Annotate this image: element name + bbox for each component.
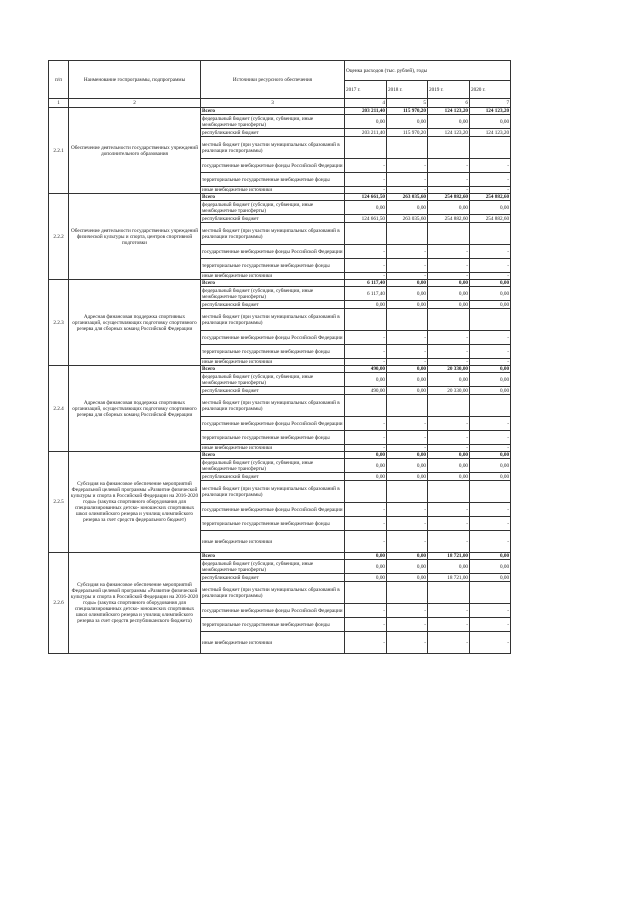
funding-source: территориальные государственные внебюджетные фонды bbox=[201, 345, 345, 359]
section-number: 2.2.6 bbox=[49, 553, 69, 654]
table-row bbox=[49, 366, 511, 373]
amount-cell: 18 721,00 bbox=[428, 553, 470, 560]
amount-cell bbox=[345, 395, 387, 417]
amount-cell: 0,00 bbox=[387, 553, 428, 560]
amount-cell: 0,00 bbox=[428, 473, 470, 481]
section-name: Обеспечение деятельности государственных учреждений физической культуры и спорта, центров спортивной подготовки bbox=[69, 194, 201, 280]
amount-cell: 124 123,20 bbox=[428, 129, 470, 137]
amount-cell: - bbox=[345, 431, 387, 445]
funding-source: государственные внебюджетные фонды Российской Федерации bbox=[201, 417, 345, 431]
amount-cell: - bbox=[345, 345, 387, 359]
amount-cell: 0,00 bbox=[387, 574, 428, 582]
amount-cell: - bbox=[470, 273, 511, 280]
table-row bbox=[49, 280, 511, 287]
amount-cell: - bbox=[387, 632, 428, 654]
amount-cell: - bbox=[387, 159, 428, 173]
header-year: 2018 г. bbox=[387, 81, 428, 99]
amount-cell: 254 882,60 bbox=[428, 215, 470, 223]
amount-cell: 0,00 bbox=[345, 574, 387, 582]
amount-cell: 0,00 bbox=[470, 366, 511, 373]
funding-source: республиканский бюджет bbox=[201, 301, 345, 309]
section-number: 2.2.2 bbox=[49, 194, 69, 280]
table-row bbox=[49, 452, 511, 459]
amount-cell: - bbox=[428, 159, 470, 173]
amount-cell: - bbox=[428, 618, 470, 632]
amount-cell: - bbox=[345, 632, 387, 654]
amount-cell bbox=[387, 223, 428, 245]
amount-cell: - bbox=[387, 345, 428, 359]
funding-source: иные внебюджетные источники bbox=[201, 445, 345, 452]
header-estimate: Оценка расходов (тыс. рублей), годы bbox=[345, 61, 511, 81]
amount-cell bbox=[470, 137, 511, 159]
amount-cell: 203 211,40 bbox=[345, 108, 387, 115]
funding-source: местный бюджет (при участии муниципальных образований в реализации госпрограммы) bbox=[201, 137, 345, 159]
amount-cell bbox=[470, 481, 511, 503]
amount-cell bbox=[470, 582, 511, 604]
amount-cell: 0,00 bbox=[387, 560, 428, 574]
amount-cell: 0,00 bbox=[428, 115, 470, 129]
amount-cell bbox=[387, 582, 428, 604]
section-number: 2.2.5 bbox=[49, 452, 69, 553]
table-row bbox=[49, 108, 511, 115]
amount-cell: - bbox=[345, 531, 387, 553]
index-cell: 6 bbox=[428, 99, 470, 108]
amount-cell: - bbox=[345, 187, 387, 194]
amount-cell: - bbox=[470, 517, 511, 531]
amount-cell bbox=[428, 223, 470, 245]
amount-cell: 124 661,50 bbox=[345, 215, 387, 223]
amount-cell: - bbox=[428, 245, 470, 259]
amount-cell: 0,00 bbox=[345, 301, 387, 309]
amount-cell: - bbox=[387, 417, 428, 431]
funding-source: Всего bbox=[201, 452, 345, 459]
section-number: 2.2.4 bbox=[49, 366, 69, 452]
amount-cell: 0,00 bbox=[387, 373, 428, 387]
section-name: Субсидия на финансовое обеспечение мероприятий Федеральной целевой программы «Развитие физической культуры и спорта в Российской Федерации на 2016-2020 годы» (закупка спортивного оборудования для специализированных детско- юношеских спортивных школ олимпийского резерва и училищ олимпийского резерва за счет средств республиканского бюджета) bbox=[69, 553, 201, 654]
amount-cell: 20 330,00 bbox=[428, 387, 470, 395]
amount-cell: - bbox=[470, 345, 511, 359]
amount-cell: 0,00 bbox=[470, 373, 511, 387]
amount-cell: - bbox=[387, 273, 428, 280]
amount-cell: - bbox=[470, 331, 511, 345]
amount-cell: 0,00 bbox=[470, 473, 511, 481]
amount-cell: - bbox=[428, 331, 470, 345]
amount-cell bbox=[387, 481, 428, 503]
amount-cell bbox=[428, 582, 470, 604]
amount-cell: - bbox=[345, 618, 387, 632]
amount-cell: - bbox=[470, 259, 511, 273]
amount-cell: 124 123,20 bbox=[470, 129, 511, 137]
section-number: 2.2.1 bbox=[49, 108, 69, 194]
amount-cell: 0,00 bbox=[387, 115, 428, 129]
amount-cell: - bbox=[428, 632, 470, 654]
funding-source: республиканский бюджет bbox=[201, 215, 345, 223]
funding-source: Всего bbox=[201, 553, 345, 560]
amount-cell: - bbox=[387, 259, 428, 273]
amount-cell bbox=[428, 309, 470, 331]
amount-cell: - bbox=[345, 417, 387, 431]
funding-source: местный бюджет (при участии муниципальных образований в реализации госпрограммы) bbox=[201, 309, 345, 331]
funding-source: государственные внебюджетные фонды Российской Федерации bbox=[201, 331, 345, 345]
index-cell: 1 bbox=[49, 99, 69, 108]
amount-cell: 0,00 bbox=[387, 280, 428, 287]
amount-cell: 20 330,00 bbox=[428, 366, 470, 373]
amount-cell: 0,00 bbox=[387, 473, 428, 481]
amount-cell: 263 035,60 bbox=[387, 194, 428, 201]
funding-source: федеральный бюджет (субсидии, субвенции, иные межбюджетные трансферты) bbox=[201, 373, 345, 387]
amount-cell: - bbox=[428, 359, 470, 366]
amount-cell bbox=[345, 223, 387, 245]
header-year: 2019 г. bbox=[428, 81, 470, 99]
amount-cell: 0,00 bbox=[470, 459, 511, 473]
funding-source: местный бюджет (при участии муниципальных образований в реализации госпрограммы) bbox=[201, 582, 345, 604]
amount-cell bbox=[345, 582, 387, 604]
section-name: Адресная финансовая поддержка спортивных организаций, осуществляющих подготовку спортивного резерва для сборных команд Российской Федерации bbox=[69, 280, 201, 366]
amount-cell: 263 035,60 bbox=[387, 215, 428, 223]
index-cell: 3 bbox=[201, 99, 345, 108]
amount-cell: 6 117,40 bbox=[345, 280, 387, 287]
amount-cell: - bbox=[345, 359, 387, 366]
amount-cell: 0,00 bbox=[387, 387, 428, 395]
amount-cell: - bbox=[470, 417, 511, 431]
funding-source: государственные внебюджетные фонды Российской Федерации bbox=[201, 159, 345, 173]
amount-cell: - bbox=[345, 331, 387, 345]
funding-source: иные внебюджетные источники bbox=[201, 359, 345, 366]
amount-cell: - bbox=[387, 431, 428, 445]
index-cell: 2 bbox=[69, 99, 201, 108]
amount-cell: - bbox=[470, 173, 511, 187]
funding-source: федеральный бюджет (субсидии, субвенции, иные межбюджетные трансферты) bbox=[201, 115, 345, 129]
amount-cell: - bbox=[387, 173, 428, 187]
funding-source: территориальные государственные внебюджетные фонды bbox=[201, 431, 345, 445]
amount-cell: 124 123,20 bbox=[470, 108, 511, 115]
amount-cell: 0,00 bbox=[345, 452, 387, 459]
amount-cell: 0,00 bbox=[345, 373, 387, 387]
amount-cell: - bbox=[387, 517, 428, 531]
amount-cell bbox=[428, 395, 470, 417]
amount-cell bbox=[470, 395, 511, 417]
amount-cell: 203 211,40 bbox=[345, 129, 387, 137]
amount-cell: 6 117,40 bbox=[345, 287, 387, 301]
amount-cell: - bbox=[428, 173, 470, 187]
amount-cell: - bbox=[345, 173, 387, 187]
amount-cell: 0,00 bbox=[470, 387, 511, 395]
amount-cell: 0,00 bbox=[470, 301, 511, 309]
amount-cell: - bbox=[428, 503, 470, 517]
amount-cell: 0,00 bbox=[470, 452, 511, 459]
funding-source: федеральный бюджет (субсидии, субвенции, иные межбюджетные трансферты) bbox=[201, 560, 345, 574]
amount-cell: - bbox=[345, 273, 387, 280]
amount-cell: 124 661,50 bbox=[345, 194, 387, 201]
section-name: Адресная финансовая поддержка спортивных организаций, осуществляющих подготовку спортивного резерва для сборных команд Российской Федерации bbox=[69, 366, 201, 452]
amount-cell bbox=[387, 137, 428, 159]
amount-cell: - bbox=[428, 187, 470, 194]
header-num: п/п bbox=[49, 61, 69, 99]
amount-cell: 0,00 bbox=[428, 373, 470, 387]
amount-cell: - bbox=[387, 503, 428, 517]
amount-cell: - bbox=[428, 345, 470, 359]
index-cell: 4 bbox=[345, 99, 387, 108]
amount-cell: - bbox=[428, 445, 470, 452]
amount-cell bbox=[345, 481, 387, 503]
amount-cell: - bbox=[387, 245, 428, 259]
amount-cell: - bbox=[470, 431, 511, 445]
amount-cell: 254 882,60 bbox=[470, 215, 511, 223]
amount-cell: 254 882,60 bbox=[428, 194, 470, 201]
funding-source: федеральный бюджет (субсидии, субвенции, иные межбюджетные трансферты) bbox=[201, 287, 345, 301]
amount-cell: 0,00 bbox=[428, 459, 470, 473]
amount-cell: - bbox=[345, 159, 387, 173]
amount-cell: 0,00 bbox=[345, 473, 387, 481]
funding-source: территориальные государственные внебюджетные фонды bbox=[201, 259, 345, 273]
amount-cell: - bbox=[345, 604, 387, 618]
amount-cell: 0,00 bbox=[470, 553, 511, 560]
header-source: Источники ресурсного обеспечения bbox=[201, 61, 345, 99]
index-cell: 5 bbox=[387, 99, 428, 108]
amount-cell: 0,00 bbox=[470, 560, 511, 574]
funding-source: республиканский бюджет bbox=[201, 129, 345, 137]
amount-cell: 18 721,00 bbox=[428, 574, 470, 582]
amount-cell: - bbox=[428, 604, 470, 618]
budget-table bbox=[48, 60, 511, 654]
amount-cell: 0,00 bbox=[470, 201, 511, 215]
funding-source: Всего bbox=[201, 366, 345, 373]
amount-cell: - bbox=[387, 531, 428, 553]
funding-source: территориальные государственные внебюджетные фонды bbox=[201, 618, 345, 632]
section-number: 2.2.3 bbox=[49, 280, 69, 366]
amount-cell: - bbox=[345, 245, 387, 259]
amount-cell bbox=[470, 223, 511, 245]
amount-cell: 115 970,20 bbox=[387, 129, 428, 137]
funding-source: федеральный бюджет (субсидии, субвенции, иные межбюджетные трансферты) bbox=[201, 201, 345, 215]
section-name: Обеспечение деятельности государственных учреждений дополнительного образования bbox=[69, 108, 201, 194]
amount-cell: 0,00 bbox=[345, 459, 387, 473]
amount-cell bbox=[470, 309, 511, 331]
amount-cell: - bbox=[470, 503, 511, 517]
amount-cell: - bbox=[470, 618, 511, 632]
amount-cell: - bbox=[428, 259, 470, 273]
amount-cell: 124 123,20 bbox=[428, 108, 470, 115]
amount-cell: - bbox=[387, 604, 428, 618]
amount-cell: - bbox=[345, 259, 387, 273]
amount-cell bbox=[345, 137, 387, 159]
amount-cell: 0,00 bbox=[345, 553, 387, 560]
amount-cell: - bbox=[470, 445, 511, 452]
amount-cell: 0,00 bbox=[428, 201, 470, 215]
amount-cell bbox=[345, 309, 387, 331]
amount-cell: 0,00 bbox=[470, 280, 511, 287]
amount-cell: - bbox=[428, 517, 470, 531]
amount-cell: - bbox=[387, 445, 428, 452]
amount-cell: - bbox=[387, 618, 428, 632]
table-row bbox=[49, 194, 511, 201]
amount-cell bbox=[387, 309, 428, 331]
funding-source: государственные внебюджетные фонды Российской Федерации bbox=[201, 604, 345, 618]
amount-cell: - bbox=[345, 445, 387, 452]
amount-cell: - bbox=[470, 604, 511, 618]
funding-source: республиканский бюджет bbox=[201, 387, 345, 395]
funding-source: местный бюджет (при участии муниципальных образований в реализации госпрограммы) bbox=[201, 395, 345, 417]
funding-source: иные внебюджетные источники bbox=[201, 273, 345, 280]
amount-cell: - bbox=[428, 273, 470, 280]
amount-cell bbox=[428, 481, 470, 503]
funding-source: территориальные государственные внебюджетные фонды bbox=[201, 517, 345, 531]
amount-cell: 115 970,20 bbox=[387, 108, 428, 115]
amount-cell: - bbox=[428, 431, 470, 445]
amount-cell: 0,00 bbox=[428, 301, 470, 309]
funding-source: республиканский бюджет bbox=[201, 574, 345, 582]
funding-source: Всего bbox=[201, 194, 345, 201]
amount-cell: - bbox=[428, 531, 470, 553]
funding-source: государственные внебюджетные фонды Российской Федерации bbox=[201, 245, 345, 259]
amount-cell: - bbox=[387, 331, 428, 345]
amount-cell: 0,00 bbox=[345, 201, 387, 215]
index-cell: 7 bbox=[470, 99, 511, 108]
amount-cell: 0,00 bbox=[470, 115, 511, 129]
funding-source: иные внебюджетные источники bbox=[201, 632, 345, 654]
amount-cell: 490,00 bbox=[345, 387, 387, 395]
amount-cell: - bbox=[345, 517, 387, 531]
funding-source: республиканский бюджет bbox=[201, 473, 345, 481]
amount-cell: - bbox=[428, 417, 470, 431]
amount-cell: 254 882,60 bbox=[470, 194, 511, 201]
amount-cell: 0,00 bbox=[387, 287, 428, 301]
amount-cell: 0,00 bbox=[387, 452, 428, 459]
amount-cell: - bbox=[345, 503, 387, 517]
amount-cell: 0,00 bbox=[428, 287, 470, 301]
header-year: 2020 г. bbox=[470, 81, 511, 99]
amount-cell: 0,00 bbox=[345, 560, 387, 574]
amount-cell: - bbox=[387, 359, 428, 366]
amount-cell: - bbox=[470, 359, 511, 366]
funding-source: федеральный бюджет (субсидии, субвенции, иные межбюджетные трансферты) bbox=[201, 459, 345, 473]
amount-cell: - bbox=[470, 632, 511, 654]
funding-source: местный бюджет (при участии муниципальных образований в реализации госпрограммы) bbox=[201, 481, 345, 503]
table-row bbox=[49, 553, 511, 560]
funding-source: Всего bbox=[201, 280, 345, 287]
amount-cell: 0,00 bbox=[387, 459, 428, 473]
amount-cell: 0,00 bbox=[470, 287, 511, 301]
amount-cell: - bbox=[387, 187, 428, 194]
amount-cell: 0,00 bbox=[428, 560, 470, 574]
amount-cell: 0,00 bbox=[428, 280, 470, 287]
amount-cell: 0,00 bbox=[387, 301, 428, 309]
amount-cell bbox=[387, 395, 428, 417]
header-year: 2017 г. bbox=[345, 81, 387, 99]
amount-cell: 0,00 bbox=[387, 366, 428, 373]
amount-cell: 490,00 bbox=[345, 366, 387, 373]
funding-source: иные внебюджетные источники bbox=[201, 187, 345, 194]
amount-cell: - bbox=[470, 187, 511, 194]
section-name: Субсидия на финансовое обеспечение мероприятий Федеральной целевой программы «Развитие физической культуры и спорта в Российской Федерации на 2016-2020 годы» (закупка спортивного оборудования для специализированных детско- юношеских спортивных школ олимпийского резерва и училищ олимпийского резерва за счет средств федерального бюджет) bbox=[69, 452, 201, 553]
amount-cell: - bbox=[470, 531, 511, 553]
amount-cell: - bbox=[470, 159, 511, 173]
amount-cell bbox=[428, 137, 470, 159]
funding-source: территориальные государственные внебюджетные фонды bbox=[201, 173, 345, 187]
header-name: Наименование госпрограммы, подпрограммы bbox=[69, 61, 201, 99]
amount-cell: - bbox=[470, 245, 511, 259]
funding-source: иные внебюджетные источники bbox=[201, 531, 345, 553]
funding-source: государственные внебюджетные фонды Российской Федерации bbox=[201, 503, 345, 517]
funding-source: местный бюджет (при участии муниципальных образований в реализации госпрограммы) bbox=[201, 223, 345, 245]
funding-source: Всего bbox=[201, 108, 345, 115]
amount-cell: 0,00 bbox=[428, 452, 470, 459]
amount-cell: 0,00 bbox=[470, 574, 511, 582]
amount-cell: 0,00 bbox=[345, 115, 387, 129]
amount-cell: 0,00 bbox=[387, 201, 428, 215]
